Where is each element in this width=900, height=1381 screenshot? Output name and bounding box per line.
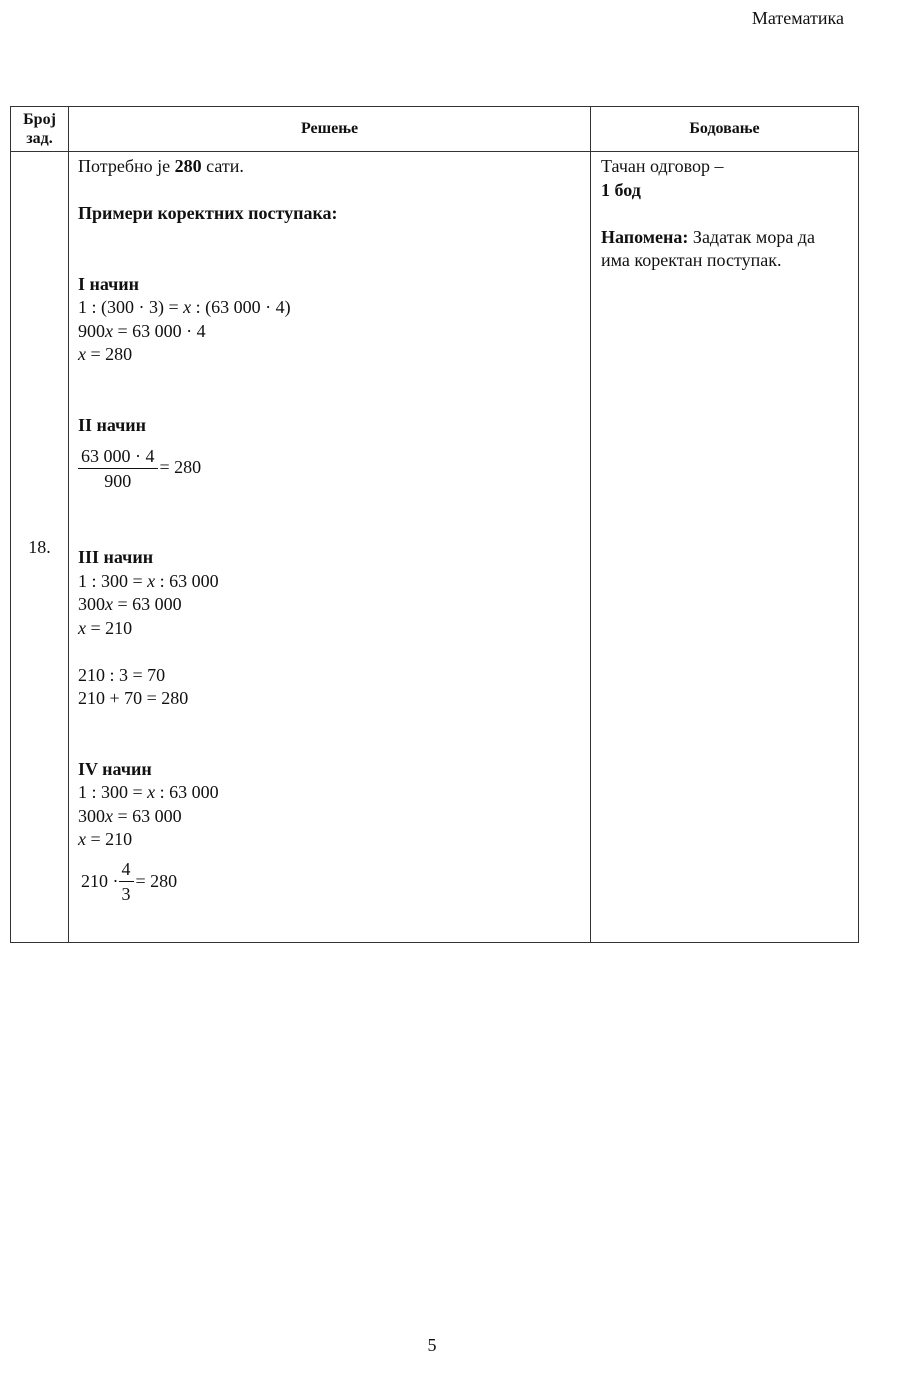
method1-line1: 1 : (300 · 3) = x : (63 000 · 4) <box>78 297 291 317</box>
method2-formula <box>78 437 580 499</box>
method3-line5: 210 + 70 = 280 <box>78 688 189 708</box>
solution-cell <box>69 152 591 943</box>
answer-line <box>78 155 580 179</box>
method3-line2: 300x = 63 000 <box>78 594 182 614</box>
method3-line4: 210 : 3 = 70 <box>78 664 166 685</box>
column-header-number-line1: Број <box>23 111 56 128</box>
method2-fraction <box>78 446 158 491</box>
method2-result: = 280 <box>159 457 202 478</box>
method4-formula <box>78 852 580 912</box>
method4-result: = 280 <box>135 870 178 891</box>
solution-table <box>10 106 859 943</box>
method4-numerator: 4 <box>119 859 134 882</box>
method4-title: IV начин <box>78 758 152 779</box>
method2-title: II начин <box>78 414 147 435</box>
table-row <box>11 152 859 943</box>
method2-numerator: 63 000 · 4 <box>78 446 158 469</box>
method4-line1: 1 : 300 = x : 63 000 <box>78 782 219 802</box>
column-header-number-line2: зад. <box>26 130 53 147</box>
column-header-solution: Решење <box>69 107 591 152</box>
answer-suffix: сати. <box>201 156 244 176</box>
method3-line3: x = 210 <box>78 617 133 638</box>
answer-value: 280 <box>174 156 202 176</box>
method1-line3: x = 280 <box>78 344 133 364</box>
method4-line3: x = 210 <box>78 829 133 849</box>
method2-denominator: 900 <box>104 470 132 491</box>
method4-line2: 300x = 63 000 <box>78 805 182 826</box>
method3-line1: 1 : 300 = x : 63 000 <box>78 570 219 591</box>
column-header-points: Бодовање <box>591 107 859 152</box>
method1-title: I начин <box>78 273 140 294</box>
method4-fraction <box>119 859 134 904</box>
scoring-note-text: Задатак мора да има коректан поступак. <box>601 226 815 270</box>
scoring-note-label: Напомена: <box>601 226 689 247</box>
scoring-note <box>601 226 848 273</box>
examples-heading: Примери коректних поступака: <box>78 203 338 223</box>
answer-prefix: Потребно је <box>78 156 175 176</box>
column-header-number <box>11 107 69 152</box>
header-subject: Математика <box>751 8 844 28</box>
method1-line2: 900x = 63 000 · 4 <box>78 320 206 341</box>
task-number: 18. <box>11 152 69 943</box>
table-header-row <box>11 107 859 152</box>
method4-denominator: 3 <box>121 884 131 904</box>
scoring-correct-answer: Тачан одговор – <box>601 156 724 176</box>
method4-prefix: 210 · <box>81 870 119 891</box>
page-number: 5 <box>427 1335 437 1355</box>
scoring-cell <box>591 152 859 943</box>
scoring-points: 1 бод <box>601 179 641 200</box>
method3-title: III начин <box>78 547 154 567</box>
